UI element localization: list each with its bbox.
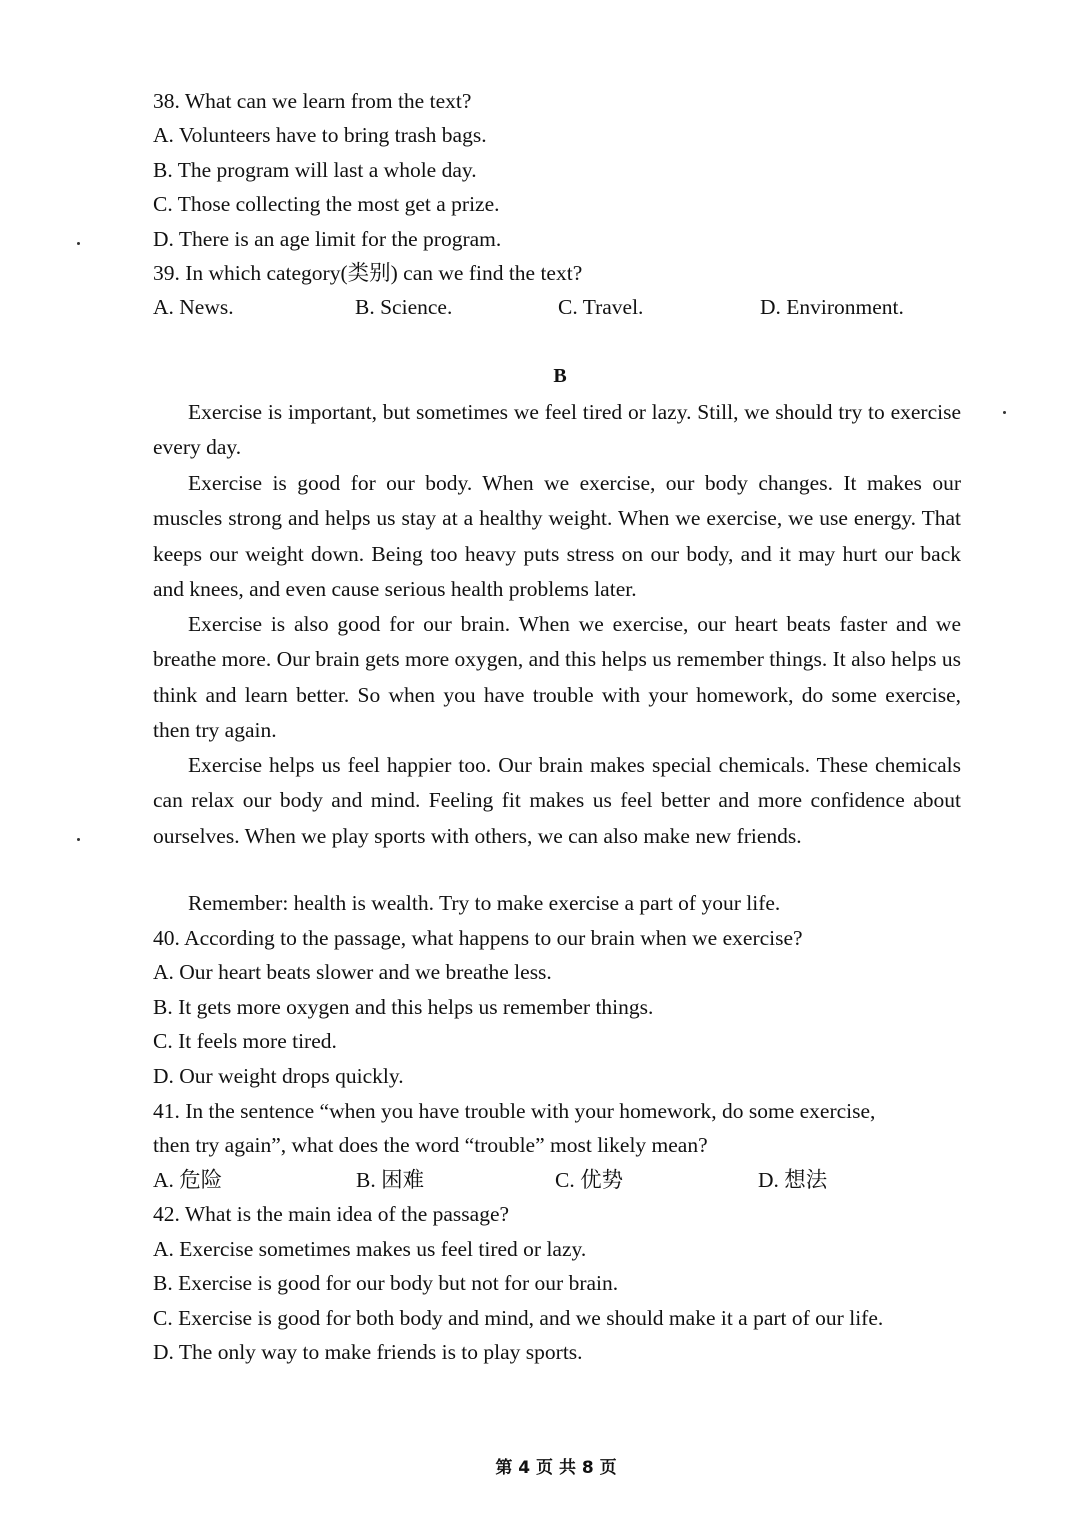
q38-option-b: B. The program will last a whole day.: [153, 158, 477, 182]
question-40: 40. According to the passage, what happens to our brain when we exercise?: [153, 926, 803, 950]
scan-speck: [77, 242, 80, 245]
passage-paragraph-3: Exercise is also good for our brain. When we exercise, our heart beats faster and we breathe more. Our brain gets more oxygen, and this helps us remember things. It also helps us think and learn better. So when you have trouble with your homework, do some exercise, then try again.: [153, 612, 961, 742]
passage-paragraph-5: Remember: health is wealth. Try to make exercise a part of your life.: [188, 891, 781, 915]
scan-speck: [1003, 411, 1006, 414]
question-39: 39. In which category(类别) can we find the text?: [153, 261, 583, 285]
q40-option-a: A. Our heart beats slower and we breathe less.: [153, 960, 552, 984]
question-41-line-1: 41. In the sentence “when you have trouble with your homework, do some exercise,: [153, 1099, 876, 1123]
q39-option-c: C. Travel.: [558, 295, 644, 319]
q41-option-b: B. 困难: [356, 1168, 425, 1192]
question-42: 42. What is the main idea of the passage?: [153, 1202, 510, 1226]
q41-option-d: D. 想法: [758, 1168, 828, 1192]
passage-paragraph-1: Exercise is important, but sometimes we feel tired or lazy. Still, we should try to exercise every day.: [153, 400, 961, 460]
q38-option-d: D. There is an age limit for the program.: [153, 227, 502, 251]
q39-option-d: D. Environment.: [760, 295, 904, 319]
q39-option-a: A. News.: [153, 295, 234, 319]
q38-option-a: A. Volunteers have to bring trash bags.: [153, 123, 487, 147]
passage-paragraph-4: Exercise helps us feel happier too. Our brain makes special chemicals. These chemicals can relax our body and mind. Feeling fit makes us feel better and more confidence about ourselves. When we play sports with others, we can also make new friends.: [153, 753, 961, 848]
question-41-line-2: then try again”, what does the word “trouble” most likely mean?: [153, 1133, 708, 1157]
section-title: B: [553, 365, 567, 387]
q42-option-c: C. Exercise is good for both body and mind, and we should make it a part of our life.: [153, 1306, 884, 1330]
q38-option-c: C. Those collecting the most get a prize.: [153, 192, 500, 216]
q40-option-c: C. It feels more tired.: [153, 1029, 337, 1053]
q42-option-b: B. Exercise is good for our body but not for our brain.: [153, 1271, 619, 1295]
q39-option-b: B. Science.: [355, 295, 453, 319]
scan-speck: [77, 838, 80, 841]
page-number: 第 4 页 共 8 页: [495, 1458, 617, 1478]
q41-option-c: C. 优势: [555, 1168, 624, 1192]
q41-option-a: A. 危险: [153, 1168, 223, 1192]
q40-option-d: D. Our weight drops quickly.: [153, 1064, 404, 1088]
question-38: 38. What can we learn from the text?: [153, 89, 472, 113]
q42-option-a: A. Exercise sometimes makes us feel tired or lazy.: [153, 1237, 587, 1261]
passage-paragraph-2: Exercise is good for our body. When we exercise, our body changes. It makes our muscles strong and helps us stay at a healthy weight. When we exercise, we use energy. That keeps our weight down. Being too heavy puts stress on our body, and it may hurt our back and knees, and even cause serious health problems later.: [153, 471, 961, 601]
q40-option-b: B. It gets more oxygen and this helps us remember things.: [153, 995, 654, 1019]
q42-option-d: D. The only way to make friends is to play sports.: [153, 1340, 583, 1364]
